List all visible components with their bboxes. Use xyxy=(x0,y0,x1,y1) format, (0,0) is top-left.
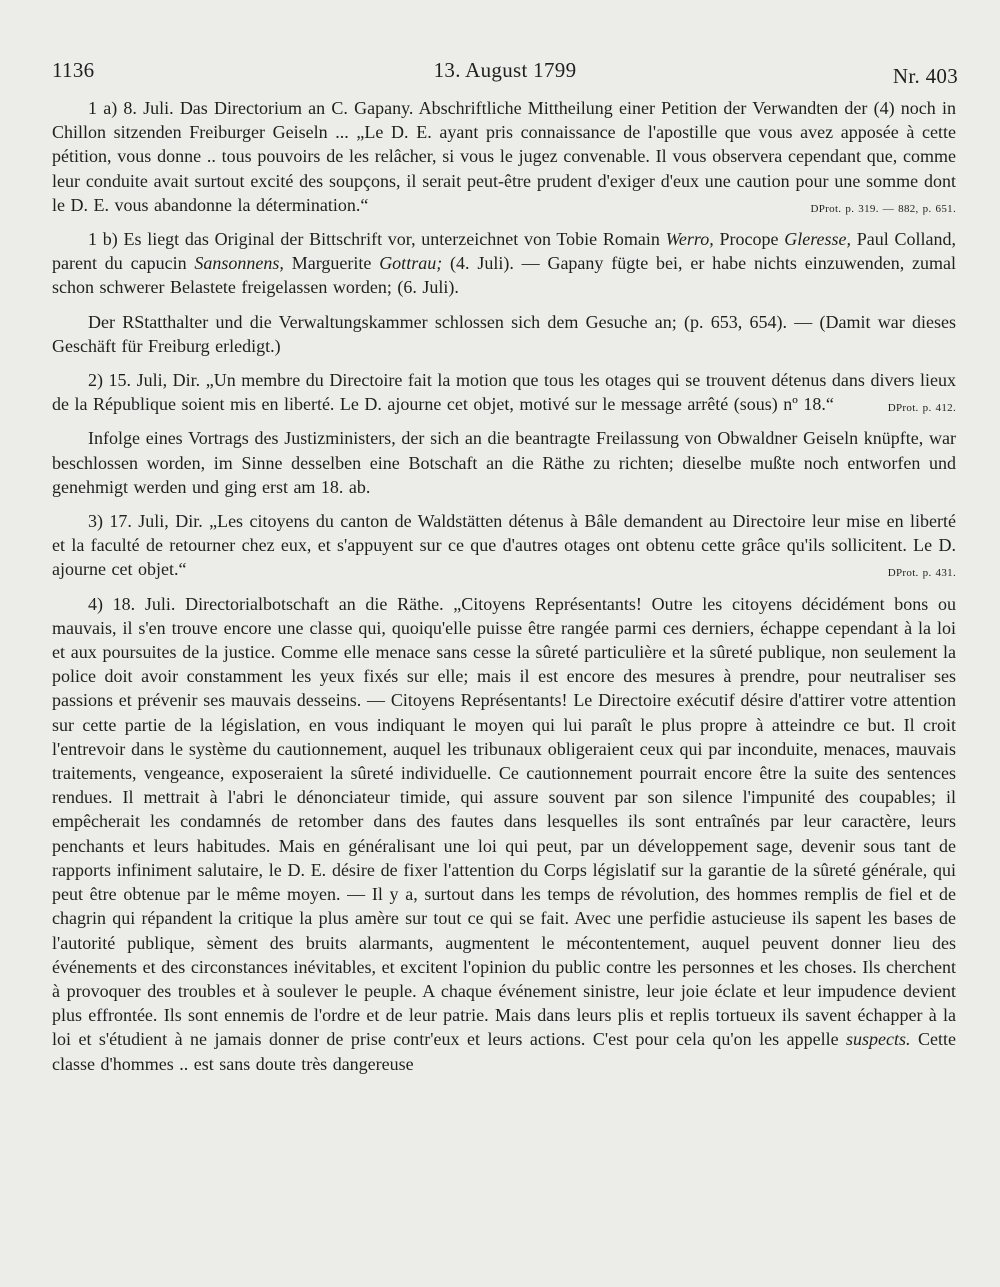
document-number: Nr. 403 xyxy=(892,64,958,88)
protocol-reference: DProt. p. 431. xyxy=(887,567,956,580)
paragraph-statthalter xyxy=(52,310,956,358)
paragraph-text: 1 b) Es liegt das Original der Bittschrift vor, unterzeichnet von Tobie Romain xyxy=(88,229,666,250)
name-sansonnens: Sansonnens, xyxy=(194,253,284,274)
page-header xyxy=(52,58,958,88)
paragraph-text: Der RStatthalter und die Verwaltungskammer schlossen sich dem Gesuche an; (p. 653, 654). — (Damit war dieses Geschäft für Freiburg erledigt.) xyxy=(52,311,956,356)
paragraph-text: 3) 17. Juli, Dir. „Les citoyens du canton de Waldstätten détenus à Bâle demandent au Directoire leur mise en liberté et la faculté de retourner chez eux, et s'appuyent sur ce que d'autres otages ont obtenu cette grâce qu'ils sollicitent. Le D. ajourne cet objet.“ xyxy=(52,511,956,580)
paragraph-text: 1 a) 8. Juli. Das Directorium an C. Gapany. Abschriftliche Mittheilung einer Petition der Verwandten der (4) noch in Chillon sitzenden Freiburger Geiseln ... „Le D. E. ayant pris connaissance de l'apostille que vous avez apposée à cette pétition, vous donne .. tous pouvoirs de les relâcher, si vous le jugez convenable. Il vous observera cependant que, comme leur conduite avait surtout excité des soupçons, il serait peut-être prudent d'exiger d'eux une caution pour une somme dont le D. E. vous abandonne la détermination.“ xyxy=(52,98,956,215)
emphasis-suspects: suspects. xyxy=(846,1029,911,1050)
paragraph-infolge xyxy=(52,426,956,499)
paragraph-text: Marguerite xyxy=(283,253,380,274)
name-gottrau: Gottrau; xyxy=(379,253,443,274)
paragraph-text: Paul Colland, parent du capucin xyxy=(52,229,957,274)
name-werro: Werro, xyxy=(665,229,714,250)
paragraph-text: 4) 18. Juli. Directorialbotschaft an die Räthe. „Citoyens Représentants! Outre les citoyens décidément bons ou mauvais, il s'en trouve encore une classe qui, quoiqu'elle puisse être rangée parmi ces derniers, échappe cependant à la loi et aux poursuites de la justice. Comme elle menace sans cesse la sûreté particulière et la sûreté publique, non seulement la police doit avoir constamment les yeux fixés sur elle; mais il est encore des mesures à prendre, pour neutraliser ses passions et prévenir ses mauvais desseins. — Citoyens Représentants! Le Directoire exécutif désire d'attirer votre attention sur cette partie de la législation, en vous indiquant le moyen qui lui paraît le plus propre à atteindre ce but. Il croit l'entrevoir dans le système du cautionnement, auquel les tribunaux obligeraient ceux qui par inconduite, menaces, mauvais traitements, vengeance, exposeraient la sûreté individuelle. Ce cautionnement pourrait encore être la suite des sentences rendues. Il mettrait à l'abri le dénonciateur timide, qui assure souvent par son silence l'impunité des coupables; il empêcherait les condamnés de retomber dans des fautes dans lesquelles ils sont entraînés par leur caractère, leurs penchants et leurs habitudes. Mais en généralisant une loi qui peut, par un développement sage, devenir sous tant de rapports infiniment salutaire, le D. E. désire de fixer l'attention du Corps législatif sur la garantie de la sûreté générale, qui peut être obtenue par le même moyen. — Il y a, surtout dans les temps de révolution, des hommes remplis de fiel et de chagrin qui répandent la critique la plus amère sur tout ce qui se fait. Avec une perfidie astucieuse ils sapent les bases de l'autorité publique, sèment des bruits alarmants, augmentent le mécontentement, auquel peuvent donner lieu des événements et des circonstances inévitables, et excitent l'opinion du public contre les personnes et les choses. Ils cherchent à provoquer des troubles et à soulever le peuple. A chaque événement sinistre, leur joie éclate et leur impudence devient plus effrontée. Ils sont ennemis de l'ordre et de leur patrie. Mais dans leurs plis et replis tortueux ils savent échapper à la loi et s'étudient à ne jamais donner de prise contr'eux et leurs actions. C'est pour cela qu'on les appelle xyxy=(52,593,956,1050)
paragraph-text: Procope xyxy=(713,229,785,250)
page-body xyxy=(52,96,956,1086)
paragraph-text: Cette classe d'hommes .. est sans doute très dangereuse xyxy=(52,1029,956,1074)
paragraph-text: Infolge eines Vortrags des Justizministers, der sich an die beantragte Freilassung von Obwaldner Geiseln knüpfte, war beschlossen worden, im Sinne desselben eine Botschaft an die Räthe zu richten; dieselbe mußte noch entworfen und genehmigt werden und ging erst am 18. ab. xyxy=(52,428,956,497)
running-date: 13. August 1799 xyxy=(433,58,577,82)
paragraph-1b xyxy=(52,227,956,300)
paragraph-2 xyxy=(52,368,956,416)
paragraph-3 xyxy=(52,509,956,582)
protocol-reference: DProt. p. 412. xyxy=(887,402,956,415)
paragraph-1a xyxy=(52,96,956,217)
page-number: 1136 xyxy=(52,58,95,82)
protocol-reference: DProt. p. 319. — 882, p. 651. xyxy=(810,202,956,215)
paragraph-text: 2) 15. Juli, Dir. „Un membre du Directoire fait la motion que tous les otages qui se trouvent détenus dans divers lieux de la République soient mis en liberté. Le D. ajourne cet objet, motivé sur le message arrêté (sous) nº 18.“ xyxy=(52,370,956,415)
paragraph-text: (4. Juli). — Gapany fügte bei, er habe nichts einzuwenden, zumal schon schwerer Belastete freigelassen worden; (6. Juli). xyxy=(52,253,957,298)
paragraph-4 xyxy=(52,592,956,1076)
name-gleresse: Gleresse, xyxy=(784,229,852,250)
